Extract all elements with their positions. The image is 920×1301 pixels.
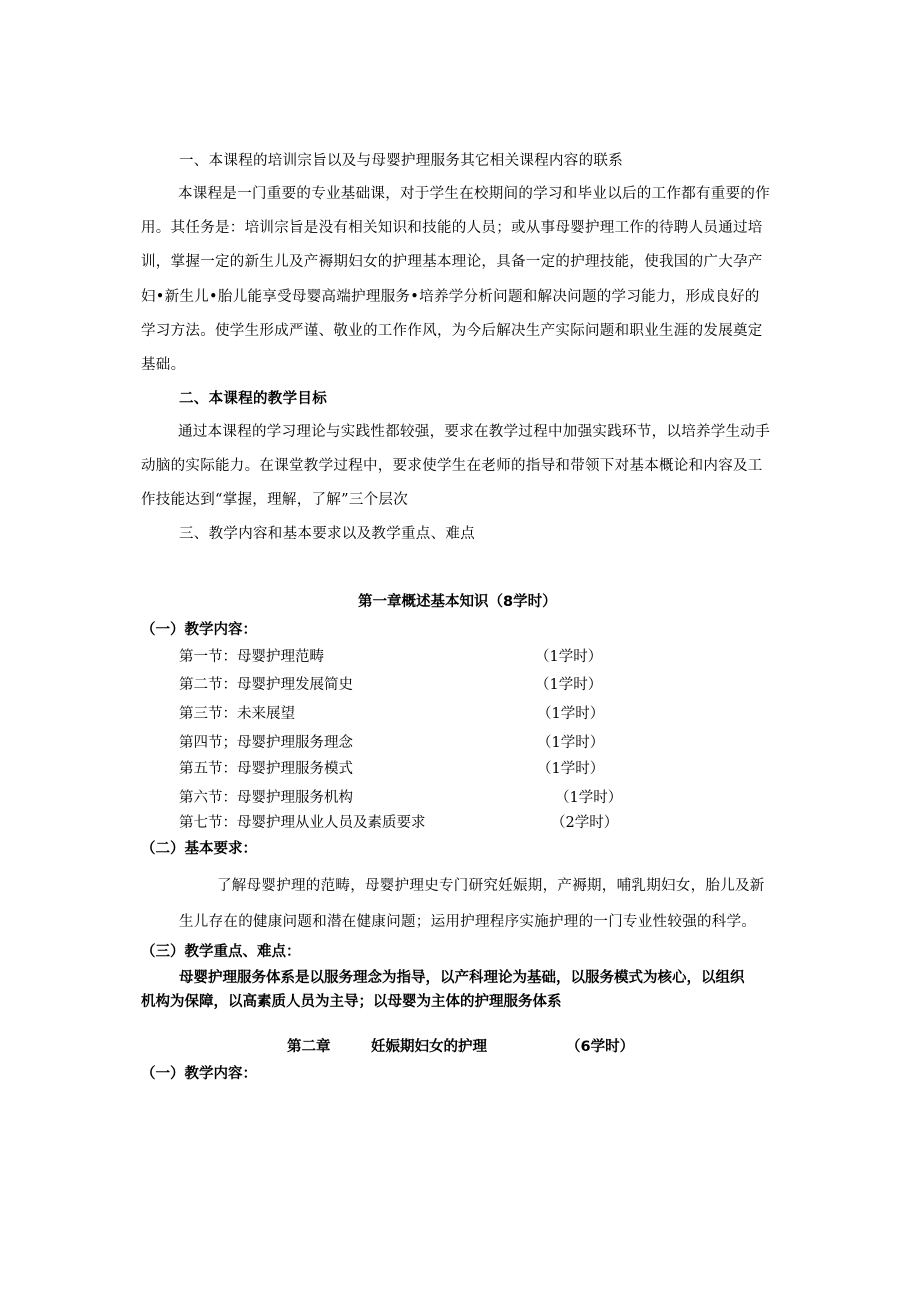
section-1-line: 训，掌握一定的新生儿及产褥期妇女的护理基本理论，具备一定的护理技能，使我国的广大孕产 [141,254,763,270]
keypoints-line: 机构为保障，以高素质人员为主导；以母婴为主体的护理服务体系 [141,994,562,1010]
chapter-1-section-label: 第一节：母婴护理范畴 [179,649,324,665]
chapter-1-section-label: 第六节：母婴护理服务机构 [179,790,353,806]
section-2-line: 动脑的实际能力。在课堂教学过程中，要求使学生在老师的指导和带领下对基本概论和内容及工 [141,458,763,474]
section-3-heading: 三、教学内容和基本要求以及教学重点、难点 [179,526,475,542]
chapter-1-section-hours: （1学时） [537,761,605,777]
section-1-line: 用。其任务是：培训宗旨是没有相关知识和技能的人员；或从事母婴护理工作的待聘人员通过培 [141,220,763,236]
section-2-line: 作技能达到“掌握，理解，了解”三个层次 [141,492,409,508]
chapter-1-section-label: 第三节：未来展望 [179,706,295,722]
chapter-1-section-label: 第四节；母婴护理服务理念 [179,735,353,751]
chapter-1-section-hours: （1学时） [537,735,605,751]
keypoints-line: 母婴护理服务体系是以服务理念为指导，以产科理论为基础，以服务模式为核心，以组织 [179,970,745,986]
chapter-1-requirements-label: （二）基本要求： [141,841,257,857]
requirements-line: 生儿存在的健康问题和潜在健康问题；运用护理程序实施护理的一门专业性较强的科学。 [179,914,757,930]
chapter-1-section-label: 第五节：母婴护理服务模式 [179,761,353,777]
chapter-2-number: 第二章 [287,1039,331,1055]
chapter-2-hours: （6学时） [566,1039,635,1055]
chapter-2-name: 妊娠期妇女的护理 [371,1039,487,1055]
chapter-1-section-hours: （2学时） [551,815,619,831]
chapter-1-keypoints-label: （三）教学重点、难点： [141,944,301,960]
section-1-line: 基础。 [141,357,186,373]
chapter-1-section-label: 第七节：母婴护理从业人员及素质要求 [179,815,426,831]
chapter-1-section-label: 第二节：母婴护理发展简史 [179,677,353,693]
chapter-1-content-label: （一）教学内容： [141,622,257,638]
section-2-heading: 二、本课程的教学目标 [179,390,327,407]
chapter-1-section-hours: （1学时） [535,677,603,693]
section-2-line: 通过本课程的学习理论与实践性都较强，要求在教学过程中加强实践环节，以培养学生动手 [178,424,770,440]
section-1-line: 妇•新生儿•胎儿能享受母婴高端护理服务•培养学分析问题和解决问题的学习能力，形成良好的 [141,289,760,305]
chapter-1-section-hours: （1学时） [555,790,623,806]
section-1-heading: 一、本课程的培训宗旨以及与母婴护理服务其它相关课程内容的联系 [179,153,623,169]
chapter-1-section-hours: （1学时） [537,706,605,722]
chapter-1-section-hours: （1学时） [535,649,603,665]
section-1-line: 学习方法。使学生形成严谨、敬业的工作作风，为今后解决生产实际问题和职业生涯的发展奠定 [141,323,763,339]
section-1-line: 本课程是一门重要的专业基础课，对于学生在校期间的学习和毕业以后的工作都有重要的作 [178,186,770,202]
chapter-2-content-label: （一）教学内容： [141,1066,257,1082]
requirements-line: 了解母婴护理的范畴，母婴护理史专门研究妊娠期，产褥期，哺乳期妇女，胎儿及新 [217,878,765,894]
chapter-1-title: 第一章概述基本知识（8学时） [358,594,557,610]
